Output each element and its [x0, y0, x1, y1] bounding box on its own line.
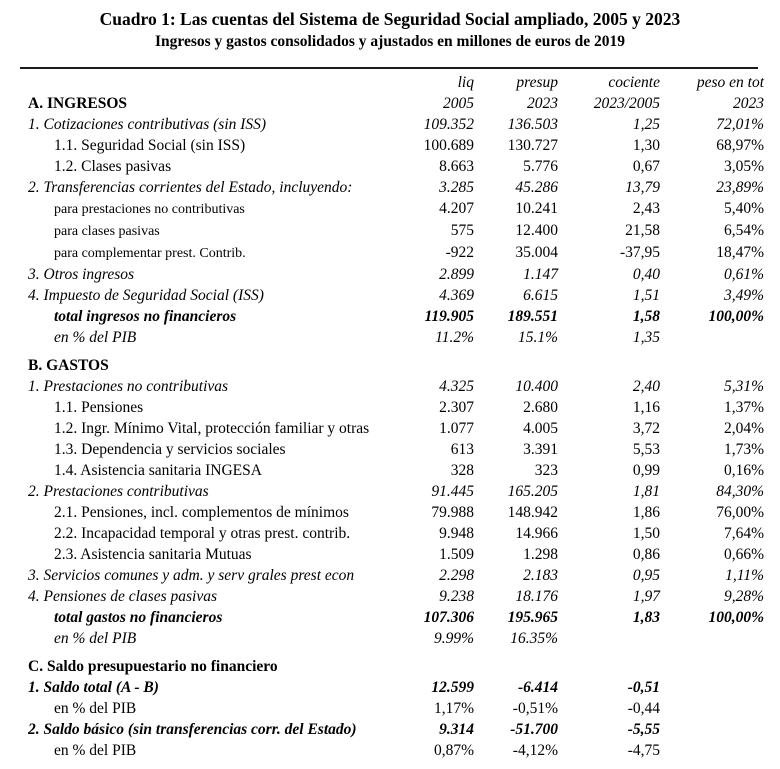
column-header-cociente-years: 2023/2005: [593, 95, 660, 112]
row-label: total gastos no financieros: [54, 609, 223, 626]
row-label: para clases pasivas: [54, 224, 160, 239]
column-header-presup: presup: [516, 74, 558, 91]
row-label: 2.1. Pensiones, incl. complementos de mínimos: [54, 504, 349, 521]
cell-value: 100.689: [423, 137, 474, 154]
cell-value: 91.445: [431, 483, 474, 500]
cell-value: 1,17%: [433, 700, 474, 717]
cell-value: -0,51: [627, 679, 660, 696]
table-row: [0, 656, 780, 677]
row-label: 2. Transferencias corrientes del Estado, incluyendo:: [28, 179, 353, 196]
cell-value: 328: [450, 462, 474, 479]
row-label: B. GASTOS: [28, 357, 109, 374]
table-row: [0, 628, 780, 649]
cell-value: 6.615: [523, 287, 558, 304]
cell-value: 1,51: [632, 287, 660, 304]
cell-value: 1.509: [439, 546, 474, 563]
table-row: [0, 719, 780, 740]
cell-value: -0,51%: [512, 700, 558, 717]
cell-value: 1.147: [523, 266, 558, 283]
row-label: 1. Saldo total (A - B): [28, 679, 159, 696]
cell-value: 68,97%: [716, 137, 764, 154]
column-header-row-1: [0, 72, 780, 93]
row-label: en % del PIB: [54, 329, 137, 346]
cell-value: 9.99%: [433, 630, 474, 647]
cell-value: 11.2%: [435, 329, 474, 346]
row-label: 3. Otros ingresos: [28, 266, 135, 283]
cell-value: -4,75: [627, 742, 660, 759]
cell-value: 2.298: [439, 567, 474, 584]
table-row: [0, 177, 780, 198]
cell-value: 9,28%: [723, 588, 764, 605]
cell-value: 136.503: [507, 116, 558, 133]
divider-line: [20, 67, 758, 69]
cell-value: 0,16%: [723, 462, 764, 479]
table-row: [0, 264, 780, 285]
cell-value: -5,55: [627, 721, 660, 738]
cell-value: 119.905: [424, 308, 474, 325]
cell-value: 14.966: [515, 525, 558, 542]
cell-value: 130.727: [507, 137, 558, 154]
row-label: 1.2. Clases pasivas: [54, 158, 172, 175]
cell-value: 7,64%: [723, 525, 764, 542]
cell-value: 3,49%: [723, 287, 764, 304]
cell-value: 1,30: [632, 137, 660, 154]
cell-value: 4.369: [439, 287, 474, 304]
cell-value: 0,86: [632, 546, 660, 563]
table-row: [0, 355, 780, 376]
cell-value: 165.205: [507, 483, 558, 500]
table-row: [0, 198, 780, 220]
cell-value: 1.298: [523, 546, 558, 563]
table-row: [0, 544, 780, 565]
row-label: 1.4. Asistencia sanitaria INGESA: [54, 462, 262, 479]
table-row: [0, 481, 780, 502]
cell-value: 1,73%: [723, 441, 764, 458]
cell-value: 3,05%: [723, 158, 764, 175]
cell-value: 10.400: [515, 378, 558, 395]
cell-value: 2,43: [632, 200, 660, 217]
cell-value: 79.988: [431, 504, 474, 521]
cell-value: 6,54%: [723, 222, 764, 239]
row-label: 4. Impuesto de Seguridad Social (ISS): [28, 287, 264, 304]
cell-value: 3.391: [523, 441, 558, 458]
table-row: [0, 242, 780, 264]
cell-value: 1,35: [632, 329, 660, 346]
cell-value: 109.352: [423, 116, 474, 133]
cell-value: 2.183: [523, 567, 558, 584]
row-label: para complementar prest. Contrib.: [54, 246, 246, 261]
cell-value: 8.663: [439, 158, 474, 175]
table-row: [0, 740, 780, 761]
column-header-peso-year: 2023: [733, 95, 764, 112]
cell-value: 107.306: [423, 609, 474, 626]
cell-value: 1,37%: [723, 399, 764, 416]
cell-value: 613: [450, 441, 474, 458]
cell-value: 195.965: [507, 609, 558, 626]
cell-value: 189.551: [507, 308, 558, 325]
cell-value: 1,97: [632, 588, 660, 605]
row-label: 1.1. Pensiones: [54, 399, 144, 416]
table-row: [0, 114, 780, 135]
cell-value: 1,86: [632, 504, 660, 521]
row-label: 2.2. Incapacidad temporal y otras prest. contrib.: [54, 525, 351, 542]
table-row: [0, 565, 780, 586]
column-header-peso: peso en tot: [696, 74, 764, 91]
table-row: [0, 397, 780, 418]
cell-value: -4,12%: [512, 742, 558, 759]
cell-value: 5.776: [523, 158, 558, 175]
cell-value: 72,01%: [716, 116, 764, 133]
cell-value: 18,47%: [716, 244, 764, 261]
cell-value: 23,89%: [716, 179, 764, 196]
cell-value: 12.400: [515, 222, 558, 239]
table-row: [0, 607, 780, 628]
cell-value: 0,99: [632, 462, 660, 479]
column-header-presup-year: 2023: [527, 95, 558, 112]
cell-value: 2.899: [439, 266, 474, 283]
table-row: [0, 135, 780, 156]
cell-value: 10.241: [515, 200, 558, 217]
cell-value: 9.238: [439, 588, 474, 605]
row-label: 3. Servicios comunes y adm. y serv grales prest econ: [28, 567, 355, 584]
cell-value: 4.325: [439, 378, 474, 395]
cell-value: 5,40%: [723, 200, 764, 217]
row-label: 1.3. Dependencia y servicios sociales: [54, 441, 286, 458]
table-row: [0, 418, 780, 439]
row-label: en % del PIB: [54, 700, 137, 717]
cell-value: 9.314: [439, 721, 474, 738]
cell-value: 323: [534, 462, 558, 479]
cell-value: 21,58: [625, 222, 660, 239]
table-row: [0, 306, 780, 327]
cell-value: 2.307: [439, 399, 474, 416]
cell-value: -51.700: [510, 721, 558, 738]
row-label: 2. Saldo básico (sin transferencias corr. del Estado): [28, 721, 357, 738]
cell-value: -37,95: [619, 244, 660, 261]
cell-value: 0,61%: [723, 266, 764, 283]
cell-value: 9.948: [439, 525, 474, 542]
cell-value: 3.285: [439, 179, 474, 196]
cell-value: 16.35%: [510, 630, 558, 647]
cell-value: 3,72: [632, 420, 660, 437]
table-row: [0, 327, 780, 348]
row-label: 4. Pensiones de clases pasivas: [28, 588, 217, 605]
table-body: [0, 114, 780, 761]
table-row: [0, 376, 780, 397]
table-row: [0, 586, 780, 607]
row-label: total ingresos no financieros: [54, 308, 237, 325]
cell-value: 13,79: [625, 179, 660, 196]
table-row: [0, 220, 780, 242]
table-row: [0, 285, 780, 306]
cell-value: 0,95: [632, 567, 660, 584]
cell-value: 100,00%: [708, 308, 764, 325]
table-row: [0, 156, 780, 177]
table-row: [0, 460, 780, 481]
table-row: [0, 502, 780, 523]
cell-value: 45.286: [515, 179, 558, 196]
cell-value: 1,81: [632, 483, 660, 500]
cell-value: 100,00%: [708, 609, 764, 626]
cell-value: 1,58: [632, 308, 660, 325]
table-row: [0, 523, 780, 544]
table-row: [0, 698, 780, 719]
column-header-liq-year: 2005: [443, 95, 474, 112]
column-header-row-2: [0, 93, 780, 114]
cell-value: 0,66%: [723, 546, 764, 563]
section-heading-ingresos: A. INGRESOS: [28, 95, 128, 112]
cell-value: -6.414: [517, 679, 558, 696]
cell-value: 2,40: [632, 378, 660, 395]
cell-value: -922: [445, 244, 474, 261]
cell-value: 1,16: [632, 399, 660, 416]
row-label: 1. Prestaciones no contributivas: [28, 378, 229, 395]
cell-value: 18.176: [515, 588, 558, 605]
cell-value: 5,31%: [723, 378, 764, 395]
table-caption-title: Cuadro 1: Las cuentas del Sistema de Seguridad Social ampliado, 2005 y 2023: [99, 9, 681, 29]
cell-value: 0,67: [632, 158, 660, 175]
cell-value: 1,50: [632, 525, 660, 542]
cell-value: 84,30%: [716, 483, 764, 500]
table-row: [0, 439, 780, 460]
cell-value: 4.207: [439, 200, 474, 217]
cell-value: 76,00%: [716, 504, 764, 521]
column-header-cociente: cociente: [608, 74, 660, 91]
cell-value: -0,44: [627, 700, 660, 717]
cell-value: 1,11%: [725, 567, 764, 584]
cell-value: 2,04%: [723, 420, 764, 437]
cell-value: 5,53: [632, 441, 660, 458]
row-label: para prestaciones no contributivas: [54, 202, 245, 217]
row-label: 2. Prestaciones contributivas: [28, 483, 209, 500]
cell-value: 1.077: [439, 420, 474, 437]
table-row: [0, 677, 780, 698]
column-header-liq: liq: [457, 74, 474, 91]
cell-value: 575: [450, 222, 474, 239]
cell-value: 1,25: [632, 116, 660, 133]
table-caption-subtitle: Ingresos y gastos consolidados y ajustados en millones de euros de 2019: [154, 33, 626, 50]
cell-value: 15.1%: [517, 329, 558, 346]
cell-value: 148.942: [507, 504, 558, 521]
row-label: 1.2. Ingr. Mínimo Vital, protección familiar y otras: [54, 420, 370, 437]
cell-value: 4.005: [523, 420, 558, 437]
cell-value: 1,83: [632, 609, 660, 626]
cell-value: 0,40: [632, 266, 660, 283]
cell-value: 0,87%: [433, 742, 474, 759]
row-label: en % del PIB: [54, 630, 137, 647]
cell-value: 35.004: [515, 244, 558, 261]
row-label: C. Saldo presupuestario no financiero: [28, 658, 278, 675]
row-label: en % del PIB: [54, 742, 137, 759]
row-label: 1.1. Seguridad Social (sin ISS): [54, 137, 246, 154]
cell-value: 2.680: [523, 399, 558, 416]
row-label: 2.3. Asistencia sanitaria Mutuas: [54, 546, 252, 563]
cell-value: 12.599: [431, 679, 474, 696]
row-label: 1. Cotizaciones contributivas (sin ISS): [28, 116, 267, 133]
